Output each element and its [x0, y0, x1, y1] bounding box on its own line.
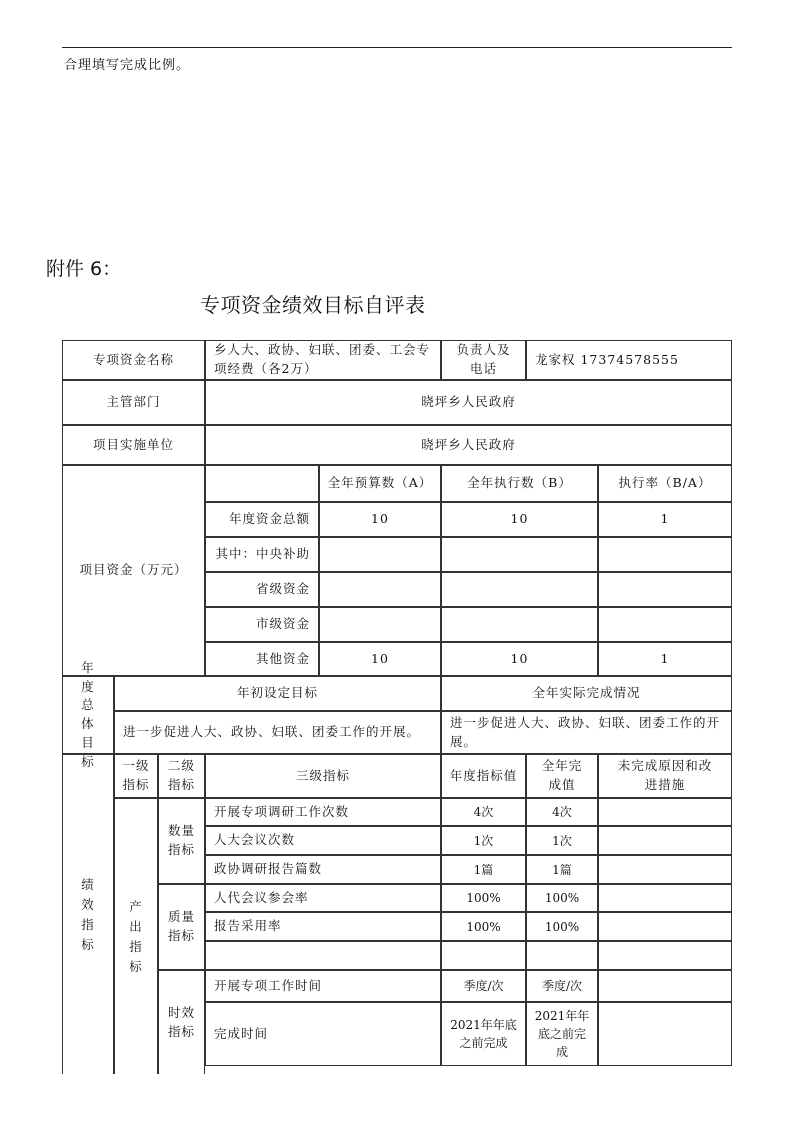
unit-label: 项目实施单位: [62, 425, 205, 465]
form-title: 专项资金绩效目标自评表: [200, 293, 426, 317]
funds-group-label: 项目资金（万元）: [62, 465, 205, 676]
col-exec: 全年执行数（B）: [441, 465, 598, 502]
actual-result-text: 进一步促进人大、政协、妇联、团委工作的开展。: [441, 711, 732, 754]
indicator-name: 开展专项调研工作次数: [205, 798, 441, 826]
indicator-target: 100%: [441, 884, 526, 912]
fund-row-exec: [441, 537, 598, 572]
indicator-target: 1次: [441, 826, 526, 855]
previous-page-note: 合理填写完成比例。: [64, 58, 191, 73]
fund-row-rate: 1: [598, 642, 732, 676]
fund-row-label: 其中：中央补助: [205, 537, 319, 572]
col-done: 全年完成值: [526, 754, 598, 798]
fund-row-rate: 1: [598, 502, 732, 537]
overall-goal-label: 年度总体目标: [62, 676, 114, 754]
indicator-name: 开展专项工作时间: [205, 970, 441, 1002]
col-level2: 二级指标: [158, 754, 205, 798]
col-budget: 全年预算数（A）: [319, 465, 441, 502]
output-indicator-label: 产出指标: [114, 798, 158, 1074]
fund-row-label: 其他资金: [205, 642, 319, 676]
fund-row-budget: 10: [319, 502, 441, 537]
col-set-goal: 年初设定目标: [114, 676, 441, 711]
indicator-reason: [598, 1002, 732, 1066]
indicator-name: 完成时间: [205, 1002, 441, 1066]
indicator-name: 人代会议参会率: [205, 884, 441, 912]
indicator-done: 100%: [526, 884, 598, 912]
fund-row-rate: [598, 537, 732, 572]
fund-row-budget: [319, 537, 441, 572]
fund-row-budget: [319, 607, 441, 642]
indicator-name: 报告采用率: [205, 912, 441, 941]
fund-row-exec: [441, 607, 598, 642]
set-goal-text: 进一步促进人大、政协、妇联、团委工作的开展。: [114, 711, 441, 754]
indicator-done: 2021年年底之前完成: [526, 1002, 598, 1066]
col-rate: 执行率（B/A）: [598, 465, 732, 502]
fund-row-budget: 10: [319, 642, 441, 676]
indicator-target: 2021年年底之前完成: [441, 1002, 526, 1066]
indicator-done: 1篇: [526, 855, 598, 884]
fund-row-label: 市级资金: [205, 607, 319, 642]
owner-label: 负责人及电话: [441, 340, 526, 380]
indicator-target: 季度/次: [441, 970, 526, 1002]
fund-row-rate: [598, 607, 732, 642]
dept-label: 主管部门: [62, 380, 205, 425]
funds-corner-cell: [205, 465, 319, 502]
indicator-name: [205, 941, 441, 970]
fund-row-budget: [319, 572, 441, 607]
fund-row-rate: [598, 572, 732, 607]
fund-row-exec: 10: [441, 502, 598, 537]
indicator-target: 1篇: [441, 855, 526, 884]
indicators-group-label: 绩效指标: [62, 754, 114, 1074]
indicator-name: 人大会议次数: [205, 826, 441, 855]
indicator-reason: [598, 912, 732, 941]
unit-value: 晓坪乡人民政府: [205, 425, 732, 465]
col-actual-result: 全年实际完成情况: [441, 676, 732, 711]
indicator-reason: [598, 884, 732, 912]
fund-row-label: 年度资金总额: [205, 502, 319, 537]
indicator-reason: [598, 798, 732, 826]
time-indicator-label: 时效指标: [158, 970, 205, 1074]
indicator-reason: [598, 855, 732, 884]
owner-value: 龙家权 17374578555: [526, 340, 732, 380]
quality-indicator-label: 质量指标: [158, 884, 205, 970]
attachment-label: 附件 6：: [46, 258, 122, 280]
fund-row-label: 省级资金: [205, 572, 319, 607]
indicator-target: [441, 941, 526, 970]
fund-name-value: 乡人大、政协、妇联、团委、工会专项经费（各2万）: [205, 340, 441, 380]
indicator-target: 4次: [441, 798, 526, 826]
indicator-reason: [598, 826, 732, 855]
fund-row-exec: 10: [441, 642, 598, 676]
col-level3: 三级指标: [205, 754, 441, 798]
indicator-reason: [598, 941, 732, 970]
col-reason: 未完成原因和改进措施: [598, 754, 732, 798]
indicator-done: 1次: [526, 826, 598, 855]
dept-value: 晓坪乡人民政府: [205, 380, 732, 425]
indicator-done: 100%: [526, 912, 598, 941]
fund-row-exec: [441, 572, 598, 607]
indicator-done: 4次: [526, 798, 598, 826]
fund-name-label: 专项资金名称: [62, 340, 205, 380]
indicator-reason: [598, 970, 732, 1002]
indicator-done: 季度/次: [526, 970, 598, 1002]
col-level1: 一级指标: [114, 754, 158, 798]
col-target: 年度指标值: [441, 754, 526, 798]
quantity-indicator-label: 数量指标: [158, 798, 205, 884]
indicator-target: 100%: [441, 912, 526, 941]
page-top-rule: [62, 47, 732, 48]
indicator-name: 政协调研报告篇数: [205, 855, 441, 884]
indicator-done: [526, 941, 598, 970]
